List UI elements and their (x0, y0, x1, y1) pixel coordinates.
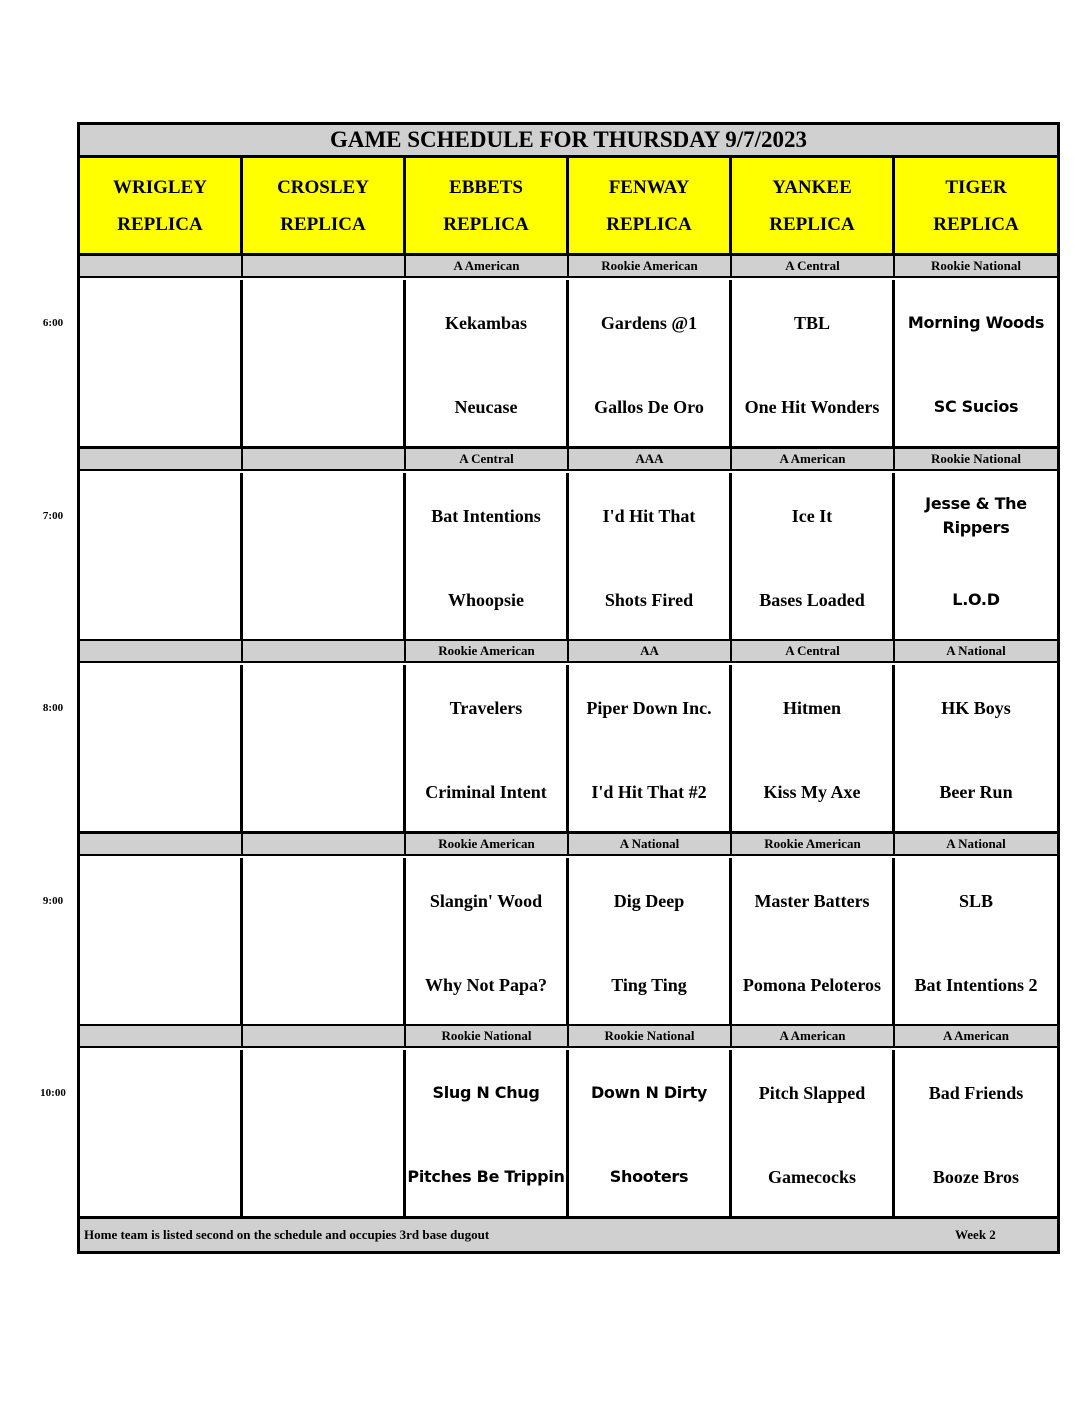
division-label: AAA (569, 449, 732, 471)
home-team: Why Not Papa? (424, 975, 547, 995)
home-team: Beer Run (939, 782, 1013, 802)
away-team: Pitch Slapped (758, 1083, 866, 1103)
game-cell (569, 858, 732, 1027)
schedule-title: GAME SCHEDULE FOR THURSDAY 9/7/2023 (80, 125, 1057, 158)
away-team: Kekambas (444, 313, 527, 333)
game-cell (569, 665, 732, 834)
game-cell (80, 280, 243, 449)
game-cell (406, 473, 569, 642)
home-team: Neucase (454, 397, 518, 417)
field-header-tiger (895, 158, 1057, 256)
away-team: Bat Intentions (431, 506, 541, 526)
game-cell (732, 473, 895, 642)
away-team: Slug N Chug (432, 1083, 540, 1102)
away-team: Jesse & The Rippers (925, 494, 1027, 537)
away-team: Master Batters (754, 891, 870, 911)
home-team: Bat Intentions 2 (914, 975, 1038, 995)
game-cell (895, 858, 1057, 1027)
away-team: SLB (958, 891, 994, 911)
game-cell (732, 280, 895, 449)
away-team: Dig Deep (613, 891, 685, 911)
game-cell (732, 1050, 895, 1219)
home-team: Whoopsie (447, 590, 525, 610)
division-label: Rookie National (895, 449, 1057, 471)
home-team: Gallos De Oro (594, 397, 704, 417)
away-team: Piper Down Inc. (586, 698, 712, 718)
division-label (80, 1026, 243, 1048)
week-label: Week 2 (955, 1227, 996, 1242)
time-label: 8:00 (42, 702, 64, 714)
field-name: CROSLEY (277, 176, 369, 198)
game-cell (243, 280, 406, 449)
field-name: TIGER (945, 176, 1007, 198)
division-label (80, 449, 243, 471)
away-team: Gardens @1 (600, 313, 698, 333)
field-name: EBBETS (449, 176, 523, 198)
game-cell (243, 473, 406, 642)
division-label (243, 449, 406, 471)
game-cell (80, 858, 243, 1027)
field-sub: REPLICA (769, 213, 855, 235)
game-cell (406, 280, 569, 449)
division-label (80, 834, 243, 856)
game-cell (406, 858, 569, 1027)
division-label: A Central (406, 449, 569, 471)
away-team: Down N Dirty (590, 1083, 708, 1102)
division-label: Rookie National (569, 1026, 732, 1048)
away-team: Travelers (449, 698, 523, 718)
field-name: FENWAY (608, 176, 690, 198)
home-team: Gamecocks (768, 1167, 856, 1187)
game-cell (895, 280, 1057, 449)
division-label (243, 256, 406, 278)
division-label (80, 256, 243, 278)
field-header-ebbets (406, 158, 569, 256)
time-label: 6:00 (42, 317, 64, 329)
away-team: Morning Woods (907, 313, 1045, 332)
division-label (243, 641, 406, 663)
home-team: Shooters (609, 1167, 689, 1186)
game-cell (80, 665, 243, 834)
home-team: Kiss My Axe (763, 782, 861, 802)
division-label: A National (569, 834, 732, 856)
time-label: 7:00 (42, 510, 64, 522)
division-label: A National (895, 641, 1057, 663)
home-team: Booze Bros (932, 1167, 1020, 1187)
game-cell (406, 665, 569, 834)
game-cell (80, 473, 243, 642)
division-label: Rookie American (406, 834, 569, 856)
division-label: Rookie American (732, 834, 895, 856)
field-sub: REPLICA (606, 213, 692, 235)
game-cell (732, 858, 895, 1027)
field-header-crosley (243, 158, 406, 256)
game-cell (569, 1050, 732, 1219)
away-team: Slangin' Wood (429, 891, 543, 911)
field-header-yankee (732, 158, 895, 256)
division-label: A Central (732, 256, 895, 278)
away-team: HK Boys (941, 698, 1011, 718)
game-cell (732, 665, 895, 834)
field-sub: REPLICA (280, 213, 366, 235)
away-team: TBL (793, 313, 831, 333)
schedule-footer (80, 1219, 1057, 1251)
footer-note: Home team is listed second on the schedule and occupies 3rd base dugout (84, 1227, 490, 1242)
division-label: A American (406, 256, 569, 278)
division-label: A American (895, 1026, 1057, 1048)
game-cell (895, 473, 1057, 642)
time-label: 9:00 (42, 895, 64, 907)
division-label: Rookie National (895, 256, 1057, 278)
field-sub: REPLICA (933, 213, 1019, 235)
home-team: Pomona Peloteros (742, 975, 882, 995)
field-name: YANKEE (772, 176, 852, 198)
division-label: Rookie American (569, 256, 732, 278)
home-team: I'd Hit That #2 (591, 782, 707, 802)
home-team: Shots Fired (604, 590, 694, 610)
away-team: Ice It (791, 506, 833, 526)
game-cell (243, 1050, 406, 1219)
game-cell (406, 1050, 569, 1219)
division-label: A American (732, 449, 895, 471)
home-team: Pitches Be Trippin (407, 1167, 565, 1186)
division-label (243, 1026, 406, 1048)
game-cell (80, 1050, 243, 1219)
field-sub: REPLICA (443, 213, 529, 235)
field-name: WRIGLEY (113, 176, 207, 198)
home-team: One Hit Wonders (744, 397, 880, 417)
home-team: Bases Loaded (759, 590, 865, 610)
away-team: Bad Friends (928, 1083, 1024, 1103)
division-label: Rookie American (406, 641, 569, 663)
game-cell (243, 665, 406, 834)
home-team: Ting Ting (611, 975, 687, 995)
game-cell (569, 473, 732, 642)
field-header-fenway (569, 158, 732, 256)
home-team: Criminal Intent (425, 782, 547, 802)
home-team: L.O.D (952, 590, 1000, 609)
division-label: AA (569, 641, 732, 663)
away-team: I'd Hit That (602, 506, 696, 526)
field-sub: REPLICA (117, 213, 203, 235)
home-team: SC Sucios (933, 397, 1019, 416)
time-label: 10:00 (40, 1087, 66, 1099)
division-label (243, 834, 406, 856)
game-cell (243, 858, 406, 1027)
field-header-wrigley (80, 158, 243, 256)
game-cell (895, 665, 1057, 834)
division-label: A Central (732, 641, 895, 663)
away-team: Hitmen (783, 698, 841, 718)
game-cell (569, 280, 732, 449)
game-cell (895, 1050, 1057, 1219)
division-label: A American (732, 1026, 895, 1048)
schedule-table (77, 122, 1060, 1254)
division-label (80, 641, 243, 663)
division-label: Rookie National (406, 1026, 569, 1048)
division-label: A National (895, 834, 1057, 856)
